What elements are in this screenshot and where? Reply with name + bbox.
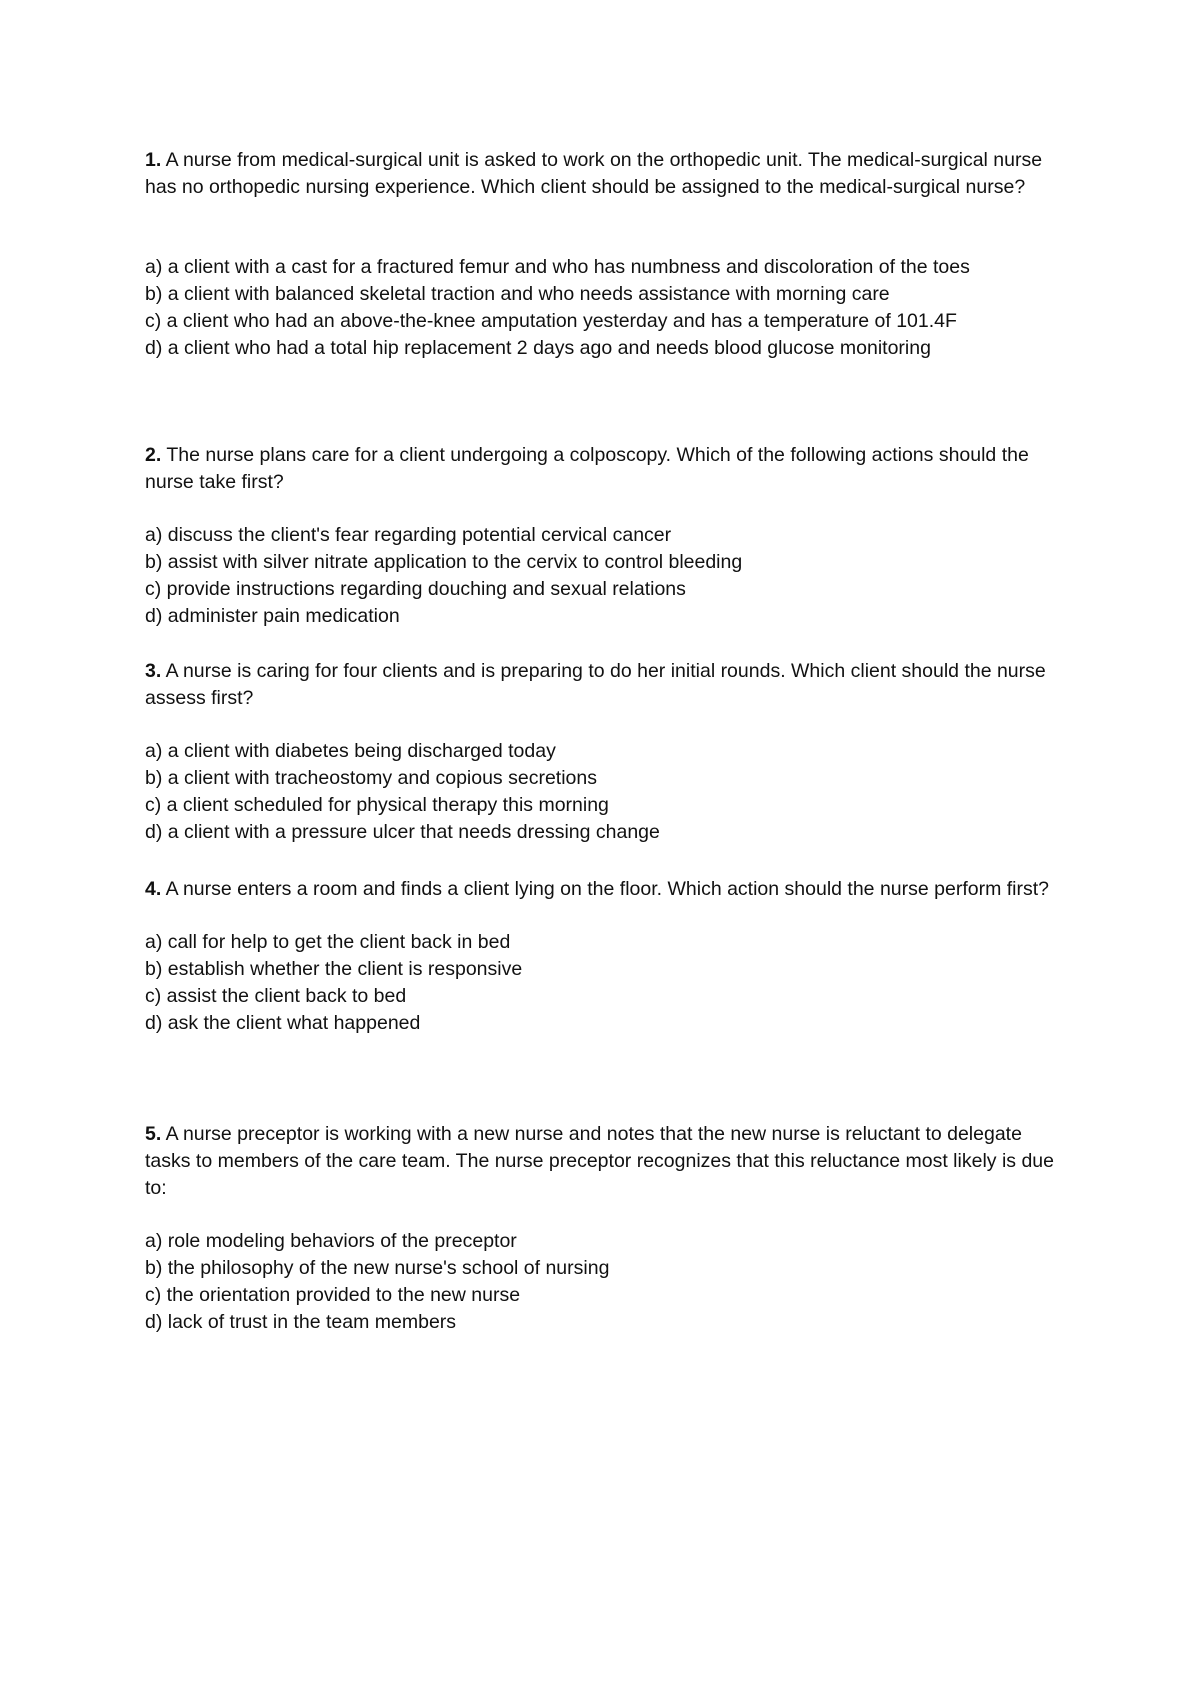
answer-option-a: a) role modeling behaviors of the preceptor [145, 1230, 517, 1252]
question-text: A nurse preceptor is working with a new nurse and notes that the new nurse is reluctant to delegate tasks to members of the care team. The nurse preceptor recognizes that this reluctance most likely is due to: [145, 1123, 1054, 1199]
answer-option-b: b) establish whether the client is responsive [145, 958, 523, 980]
answer-option-b: b) the philosophy of the new nurse's school of nursing [145, 1257, 610, 1279]
question-2 [145, 442, 1065, 630]
question-text: A nurse enters a room and finds a client lying on the floor. Which action should the nurse perform first? [161, 878, 1049, 900]
answer-options [145, 254, 1065, 362]
answer-option-d: d) lack of trust in the team members [145, 1311, 457, 1333]
answer-option-c: c) the orientation provided to the new nurse [145, 1284, 521, 1306]
answer-option-a: a) a client with diabetes being discharged today [145, 740, 556, 762]
question-text: A nurse is caring for four clients and is preparing to do her initial rounds. Which client should the nurse assess first? [145, 660, 1046, 709]
answer-option-b: b) assist with silver nitrate application to the cervix to control bleeding [145, 551, 743, 573]
question-stem [145, 1121, 1065, 1202]
answer-options [145, 522, 1065, 630]
question-3 [145, 658, 1065, 846]
answer-option-c: c) provide instructions regarding douching and sexual relations [145, 578, 686, 600]
answer-option-a: a) a client with a cast for a fractured femur and who has numbness and discoloration of the toes [145, 256, 970, 278]
answer-option-d: d) ask the client what happened [145, 1012, 421, 1034]
answer-option-b: b) a client with balanced skeletal traction and who needs assistance with morning care [145, 283, 890, 305]
answer-option-a: a) call for help to get the client back in bed [145, 931, 511, 953]
question-stem [145, 442, 1065, 496]
question-stem [145, 658, 1065, 712]
answer-option-c: c) a client scheduled for physical therapy this morning [145, 794, 609, 816]
question-number: 1. [145, 149, 162, 171]
answer-option-d: d) administer pain medication [145, 605, 400, 627]
answer-options [145, 929, 1065, 1037]
answer-option-c: c) assist the client back to bed [145, 985, 407, 1007]
answer-option-c: c) a client who had an above-the-knee amputation yesterday and has a temperature of 101.4F [145, 310, 957, 332]
question-stem [145, 876, 1065, 903]
answer-option-b: b) a client with tracheostomy and copious secretions [145, 767, 597, 789]
question-text: A nurse from medical-surgical unit is asked to work on the orthopedic unit. The medical-surgical nurse has no orthopedic nursing experience. Which client should be assigned to the medical-surgical nurse? [145, 149, 1043, 198]
question-number: 4. [145, 878, 162, 900]
answer-options [145, 738, 1065, 846]
answer-option-a: a) discuss the client's fear regarding potential cervical cancer [145, 524, 672, 546]
question-4 [145, 876, 1065, 1037]
question-1 [145, 147, 1065, 362]
question-5 [145, 1121, 1065, 1336]
answer-option-d: d) a client with a pressure ulcer that needs dressing change [145, 821, 660, 843]
question-number: 3. [145, 660, 162, 682]
question-number: 5. [145, 1123, 162, 1145]
question-number: 2. [145, 444, 162, 466]
question-stem [145, 147, 1065, 201]
question-text: The nurse plans care for a client undergoing a colposcopy. Which of the following actions should the nurse take first? [145, 444, 1029, 493]
answer-option-d: d) a client who had a total hip replacement 2 days ago and needs blood glucose monitoring [145, 337, 931, 359]
answer-options [145, 1228, 1065, 1336]
